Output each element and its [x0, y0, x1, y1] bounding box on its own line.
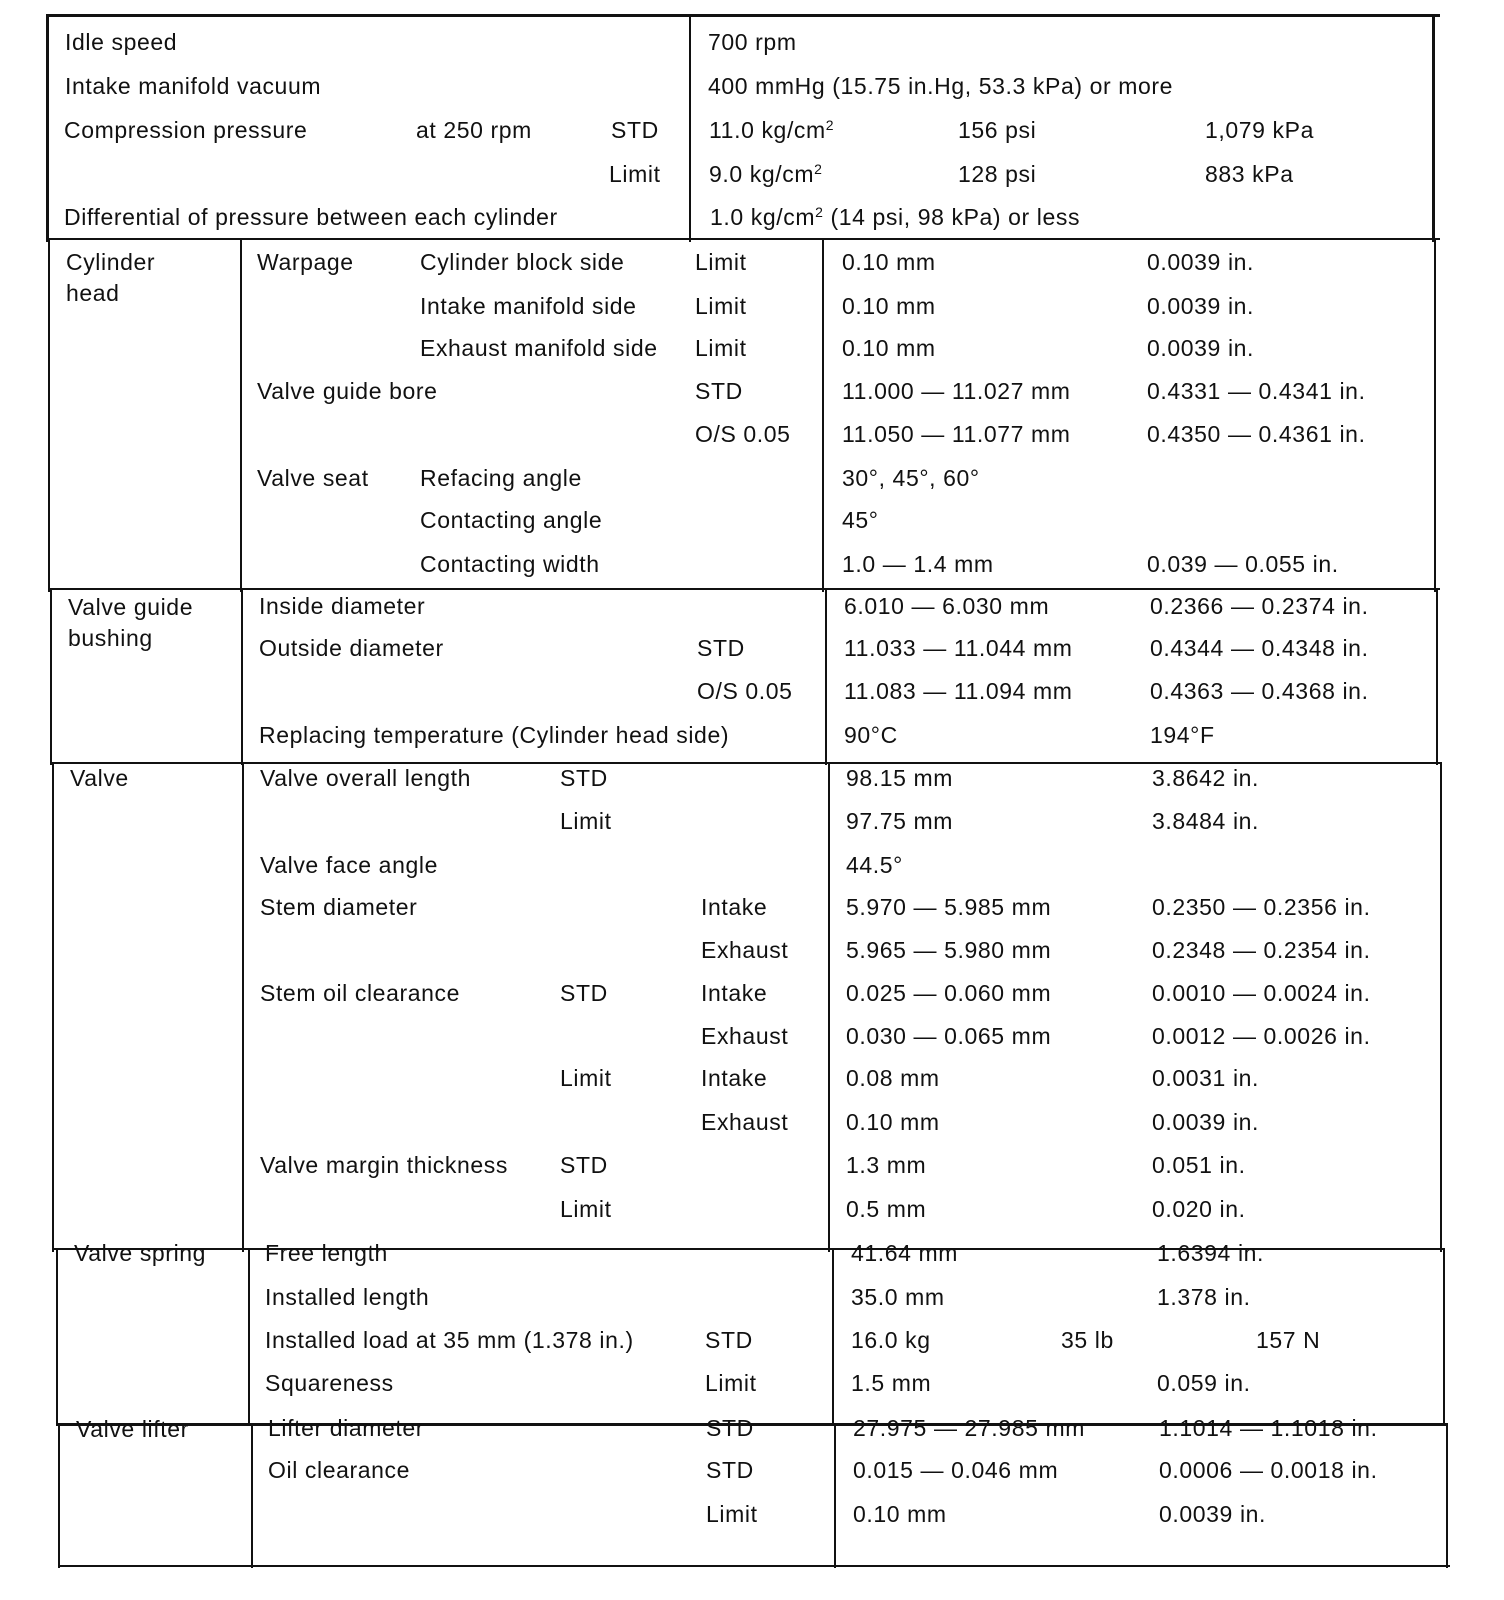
spec-value-metric: 5.965 — 5.980 mm [846, 937, 1052, 963]
spec-value-imperial: 0.0031 in. [1152, 1065, 1260, 1091]
spec-condition: Intake [701, 980, 768, 1006]
spec-value-imperial: 0.0039 in. [1147, 249, 1255, 275]
general-bottom-rule [46, 238, 1440, 240]
spec-condition: Exhaust [701, 1023, 789, 1049]
spec-item-label: Lifter diameter [268, 1415, 425, 1441]
general-value-divider [689, 14, 691, 242]
table-left-border-top [46, 14, 49, 242]
rule-after-cylinder-head [50, 588, 1440, 590]
spec-value-imperial: 3.8484 in. [1152, 808, 1260, 834]
spec-value-metric: 90°C [844, 722, 898, 748]
spec-item-label: Installed length [265, 1284, 430, 1310]
right-border-spring [1443, 1248, 1445, 1426]
right-border-cylinder-head [1434, 238, 1436, 592]
spec-item-label: Warpage [257, 249, 354, 275]
spec-value-metric: 0.015 — 0.046 mm [853, 1457, 1059, 1483]
spec-value-imperial: 3.8642 in. [1152, 765, 1260, 791]
spec-value-metric: 98.15 mm [846, 765, 954, 791]
spec-value-metric: 27.975 — 27.985 mm [853, 1415, 1085, 1441]
spec-item-label: Oil clearance [268, 1457, 411, 1483]
section-divider-cylinder-head [240, 238, 242, 592]
value-divider-spring [832, 1248, 834, 1426]
spec-value-metric: 1.0 — 1.4 mm [842, 551, 994, 577]
section-heading: Valve lifter [76, 1416, 189, 1442]
spec-item-label: Installed load at 35 mm (1.378 in.) [265, 1327, 634, 1353]
value-divider-bushing [825, 588, 827, 765]
spec-item-label: Valve overall length [260, 765, 472, 791]
section-divider-lifter [251, 1423, 253, 1568]
spec-value-imperial: 0.4331 — 0.4341 in. [1147, 378, 1366, 404]
spec-value-metric: 11.000 — 11.027 mm [842, 378, 1071, 404]
spec-condition: STD [706, 1457, 754, 1483]
spec-condition: Limit [695, 293, 747, 319]
spec-condition: STD [706, 1415, 754, 1441]
spec-value-metric: 0.025 — 0.060 mm [846, 980, 1052, 1006]
spec-item-label: Free length [265, 1240, 388, 1266]
spec-value-metric: 9.0 $kg/cm^2$ [709, 161, 823, 187]
spec-condition: Limit [706, 1501, 758, 1527]
spec-label: Idle speed [65, 29, 178, 55]
spec-value-metric: 0.030 — 0.065 mm [846, 1023, 1052, 1049]
right-border-valve [1440, 762, 1442, 1252]
left-border-lifter [58, 1423, 60, 1568]
spec-grade: Limit [560, 808, 612, 834]
spec-grade: Exhaust manifold side [420, 335, 658, 361]
spec-grade: Limit [609, 161, 661, 187]
spec-value-metric: 11.033 — 11.044 mm [844, 635, 1073, 661]
spec-condition: Limit [695, 249, 747, 275]
section-divider-bushing [241, 588, 243, 765]
spec-value-imperial: 1.1014 — 1.1018 in. [1159, 1415, 1378, 1441]
spec-value-imperial: 0.0039 in. [1147, 293, 1255, 319]
spec-value-metric: 45° [842, 507, 879, 533]
spec-value-metric: 0.5 mm [846, 1196, 927, 1222]
spec-grade: Refacing angle [420, 465, 582, 491]
table-right-border-top [1432, 14, 1435, 242]
spec-value-imperial: 0.2350 — 0.2356 in. [1152, 894, 1371, 920]
spec-value-imperial: 0.039 — 0.055 in. [1147, 551, 1339, 577]
spec-condition: Intake [701, 894, 768, 920]
spec-value-metric: 44.5° [846, 852, 903, 878]
spec-value-metric: 1.5 mm [851, 1370, 932, 1396]
spec-value-imperial: 35 lb [1061, 1327, 1114, 1353]
spec-grade: Contacting angle [420, 507, 603, 533]
spec-value-metric: 30°, 45°, 60° [842, 465, 980, 491]
table-top-border [46, 14, 1440, 17]
spec-value-imperial: 0.0039 in. [1159, 1501, 1267, 1527]
spec-value-imperial: 0.4344 — 0.4348 in. [1150, 635, 1369, 661]
spec-value-imperial: 1.6394 in. [1157, 1240, 1265, 1266]
spec-value-imperial: 194°F [1150, 722, 1215, 748]
spec-value-metric: 11.083 — 11.094 mm [844, 678, 1073, 704]
spec-value-imperial: 0.2366 — 0.2374 in. [1150, 593, 1369, 619]
spec-value-metric: 0.10 mm [846, 1109, 940, 1135]
spec-value-metric: 1.3 mm [846, 1152, 927, 1178]
spec-item-label: Inside diameter [259, 593, 426, 619]
section-divider-spring [248, 1248, 250, 1426]
spec-item-label: Valve seat [257, 465, 369, 491]
spec-value-metric: 0.10 mm [842, 249, 936, 275]
spec-condition: STD [705, 1327, 753, 1353]
spec-label: Differential of pressure between each cylinder [64, 204, 558, 230]
spec-grade: STD [611, 117, 659, 143]
spec-condition: STD [697, 635, 745, 661]
section-heading: Valve [70, 765, 129, 791]
spec-value-metric: 0.10 mm [842, 293, 936, 319]
spec-grade: Contacting width [420, 551, 600, 577]
section-heading: head [66, 280, 120, 306]
spec-value-si: 157 N [1256, 1327, 1321, 1353]
spec-item-label: Stem oil clearance [260, 980, 460, 1006]
section-heading: Valve guide [68, 594, 194, 620]
spec-value-metric: 11.0 $kg/cm^2$ [709, 117, 835, 143]
spec-value: 700 rpm [708, 29, 797, 55]
section-heading: Cylinder [66, 249, 156, 275]
spec-value-imperial: 1.378 in. [1157, 1284, 1251, 1310]
spec-value-imperial: 0.0006 — 0.0018 in. [1159, 1457, 1378, 1483]
spec-value-metric: 11.050 — 11.077 mm [842, 421, 1071, 447]
section-divider-valve [242, 762, 244, 1252]
spec-value-metric: 0.10 mm [853, 1501, 947, 1527]
spec-grade: STD [560, 980, 608, 1006]
spec-value: 1.0 $kg/cm^2$ (14 psi, 98 kPa) or less [710, 204, 1081, 230]
spec-value-metric: 41.64 mm [851, 1240, 959, 1266]
spec-value-metric: 16.0 kg [851, 1327, 931, 1353]
spec-value-imperial: 0.2348 — 0.2354 in. [1152, 937, 1371, 963]
spec-value-imperial: 0.059 in. [1157, 1370, 1251, 1396]
section-heading: Valve spring [74, 1240, 207, 1266]
spec-condition: at 250 rpm [416, 117, 532, 143]
spec-value-metric: 0.10 mm [842, 335, 936, 361]
spec-value-imperial: 0.051 in. [1152, 1152, 1246, 1178]
spec-grade: Cylinder block side [420, 249, 625, 275]
table-bottom-border [58, 1565, 1450, 1567]
spec-value-imperial: 156 psi [958, 117, 1037, 143]
spec-condition: Limit [695, 335, 747, 361]
spec-value-imperial: 0.0010 — 0.0024 in. [1152, 980, 1371, 1006]
spec-value-metric: 5.970 — 5.985 mm [846, 894, 1052, 920]
left-border-cylinder-head [48, 238, 50, 592]
spec-value: 400 mmHg (15.75 in.Hg, 53.3 kPa) or more [708, 73, 1174, 99]
spec-value-imperial: 0.0039 in. [1147, 335, 1255, 361]
spec-value-imperial: 128 psi [958, 161, 1037, 187]
left-border-valve [52, 762, 54, 1252]
left-border-spring [56, 1248, 58, 1426]
spec-label: Intake manifold vacuum [65, 73, 322, 99]
spec-value-imperial: 0.4363 — 0.4368 in. [1150, 678, 1369, 704]
spec-item-label: Squareness [265, 1370, 394, 1396]
spec-condition: O/S 0.05 [697, 678, 793, 704]
spec-value-imperial: 0.0012 — 0.0026 in. [1152, 1023, 1371, 1049]
spec-item-label: Stem diameter [260, 894, 418, 920]
section-heading: bushing [68, 625, 153, 651]
spec-condition: Intake [701, 1065, 768, 1091]
spec-grade: Limit [560, 1065, 612, 1091]
spec-grade: Limit [560, 1196, 612, 1222]
spec-value-imperial: 0.020 in. [1152, 1196, 1246, 1222]
spec-value-metric: 0.08 mm [846, 1065, 940, 1091]
rule-after-bushing [52, 762, 1442, 764]
left-border-bushing [50, 588, 52, 765]
spec-item-label: Replacing temperature (Cylinder head side) [259, 722, 730, 748]
spec-label: Compression pressure [64, 117, 308, 143]
spec-condition: Exhaust [701, 937, 789, 963]
spec-value-si: 1,079 kPa [1205, 117, 1314, 143]
spec-value-si: 883 kPa [1205, 161, 1294, 187]
value-divider-valve [828, 762, 830, 1252]
spec-value-imperial: 0.4350 — 0.4361 in. [1147, 421, 1366, 447]
spec-value-imperial: 0.0039 in. [1152, 1109, 1260, 1135]
spec-condition: Limit [705, 1370, 757, 1396]
spec-item-label: Outside diameter [259, 635, 444, 661]
spec-condition: STD [695, 378, 743, 404]
spec-item-label: Valve guide bore [257, 378, 438, 404]
right-border-lifter [1446, 1423, 1448, 1568]
spec-grade: STD [560, 1152, 608, 1178]
spec-value-metric: 6.010 — 6.030 mm [844, 593, 1050, 619]
spec-value-metric: 35.0 mm [851, 1284, 945, 1310]
right-border-bushing [1436, 588, 1438, 765]
value-divider-cylinder-head [822, 238, 824, 592]
value-divider-lifter [834, 1423, 836, 1568]
spec-item-label: Valve face angle [260, 852, 438, 878]
spec-condition: Exhaust [701, 1109, 789, 1135]
spec-value-metric: 97.75 mm [846, 808, 954, 834]
spec-grade: Intake manifold side [420, 293, 637, 319]
spec-item-label: Valve margin thickness [260, 1152, 508, 1178]
spec-grade: STD [560, 765, 608, 791]
spec-condition: O/S 0.05 [695, 421, 791, 447]
